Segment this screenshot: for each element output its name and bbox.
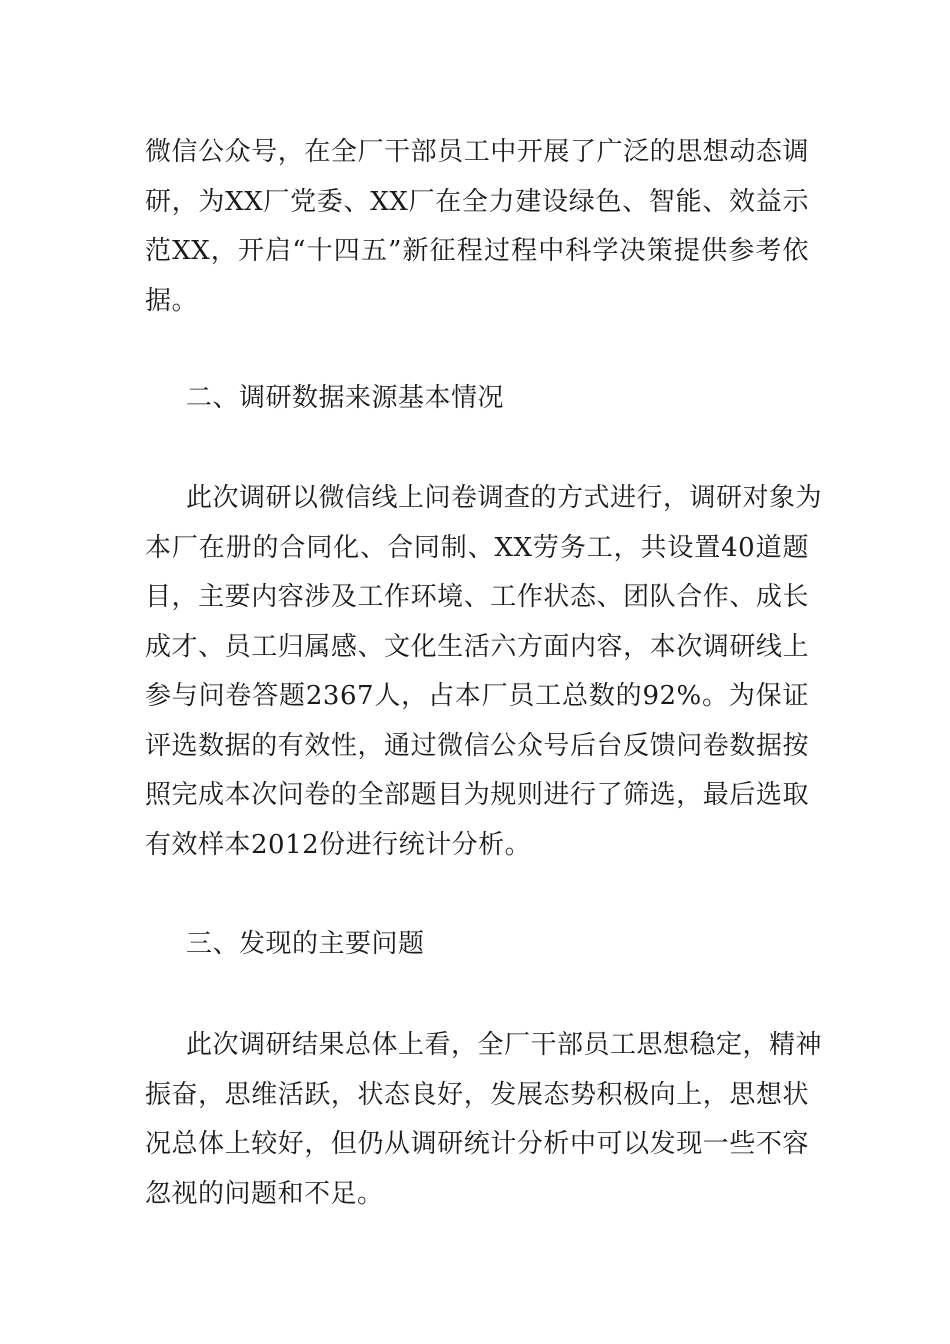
- section3-heading: 三、发现的主要问题: [186, 929, 425, 959]
- text-line: 忽视的问题和不足。: [145, 1178, 384, 1209]
- text-line: 成才、员工归属感、文化生活六方面内容，本次调研线上: [145, 631, 809, 662]
- text-line: 此次调研结果总体上看，全厂干部员工思想稳定，精神: [186, 1030, 823, 1060]
- section2-heading: 二、调研数据来源基本情况: [186, 383, 505, 413]
- text-line: 况总体上较好，但仍从调研统计分析中可以发现一些不容: [145, 1129, 809, 1159]
- section2-paragraph: [145, 474, 823, 870]
- text-line: 研，为XX厂党委、XX厂在全力建设绿色、智能、效益示: [145, 186, 809, 217]
- section3-paragraph: [145, 1021, 823, 1219]
- text-line: 振奋，思维活跃，状态良好，发展态势积极向上，思想状: [145, 1079, 809, 1110]
- text-line: 评选数据的有效性，通过微信公众号后台反馈问卷数据按: [145, 730, 809, 761]
- text-line: 微信公众号，在全厂干部员工中开展了广泛的思想动态调: [145, 137, 809, 167]
- text-line: 目，主要内容涉及工作环境、工作状态、团队合作、成长: [145, 582, 809, 612]
- intro-paragraph: [145, 128, 809, 326]
- text-line: 范XX，开启“十四五”新征程过程中科学决策提供参考依: [145, 236, 809, 266]
- text-line: 有效样本2012份进行统计分析。: [145, 829, 532, 860]
- text-line: 照完成本次问卷的全部题目为规则进行了筛选，最后选取: [145, 780, 809, 810]
- text-line: 参与问卷答题2367人，占本厂员工总数的92%。为保证: [145, 681, 809, 711]
- text-line: 此次调研以微信线上问卷调查的方式进行，调研对象为: [186, 483, 823, 513]
- text-line: 本厂在册的合同化、合同制、XX劳务工，共设置40道题: [145, 532, 809, 563]
- text-line: 据。: [145, 285, 199, 316]
